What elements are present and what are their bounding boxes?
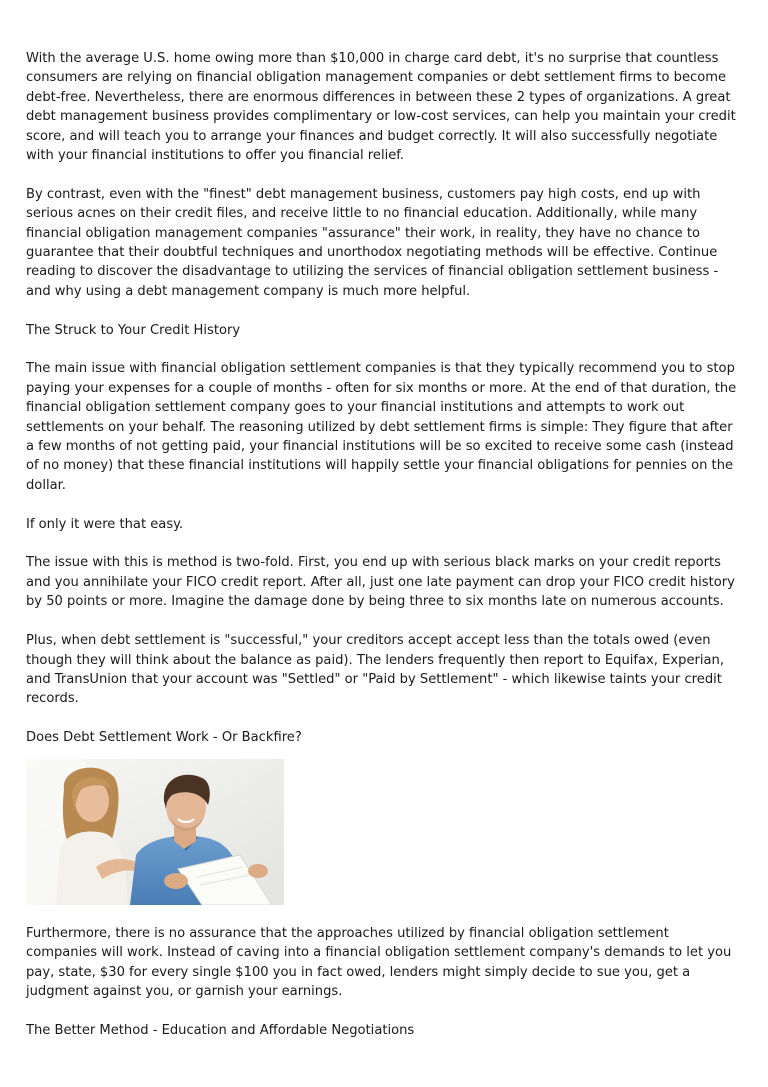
paragraph-intro: With the average U.S. home owing more than $10,000 in charge card debt, it's no surprise that countless consumers are relying on financial obligation management companies or debt settlement firms to become debt-free. Nevertheless, there are enormous differences in between these 2 types of organizations. A great debt management business provides complimentary or low-cost services, can help you maintain your credit score, and will teach you to arrange your finances and budget correctly. It will also successfully negotiate with your financial institutions to offer you financial relief. — [26, 51, 736, 164]
article — [26, 49, 744, 1060]
paragraph-contrast: By contrast, even with the "finest" debt management business, customers pay high costs, end up with serious acnes on their credit files, and receive little to no financial education. Additionally, while many financial obligation management companies "assurance" their work, in reality, they have no chance to guarantee that their doubtful techniques and unorthodox negotiating methods will be effective. Continue reading to discover the disadvantage to utilizing the services of financial obligation settlement business - and why using a debt management company is much more helpful. — [26, 186, 719, 299]
paragraph-main-issue: The main issue with financial obligation settlement companies is that they typically recommend you to stop paying your expenses for a couple of months - often for six months or more. At the end of that duration, the financial obligation settlement company goes to your financial institutions and attempts to work out settlements on your behalf. The reasoning utilized by debt settlement firms is simple: They figure that after a few months of not getting paid, your financial institutions will be so excited to receive some cash (instead of no money) that these financial institutions will happily settle your financial obligations for pennies on the dollar. — [26, 361, 737, 493]
heading-backfire: Does Debt Settlement Work - Or Backfire? — [26, 730, 302, 746]
couple-photo — [26, 759, 284, 905]
paragraph-if-only: If only it were that easy. — [26, 516, 184, 532]
paragraph-successful: Plus, when debt settlement is "successful," your creditors accept accept less than the totals owed (even though they will think about the balance as paid). The lenders frequently then report to Equifax, Experian, and TransUnion that your account was "Settled" or "Paid by Settlement" - which likewise taints your credit records. — [26, 633, 725, 707]
heading-credit-history: The Struck to Your Credit History — [26, 322, 241, 338]
paragraph-no-assurance: Furthermore, there is no assurance that the approaches utilized by financial obligation settlement companies will work. Instead of caving into a financial obligation settlement company's demands to let you pay, state, $30 for every single $100 you in fact owed, lenders might simply decide to sue you, get a judgment against you, or garnish your earnings. — [26, 925, 732, 1000]
heading-better-method: The Better Method - Education and Affordable Negotiations — [26, 1022, 415, 1038]
paragraph-two-fold: The issue with this is method is two-fold. First, you end up with serious black marks on your credit reports and you annihilate your FICO credit report. After all, just one late payment can drop your FICO credit history by 50 points or more. Imagine the damage done by being three to six months late on numerous accounts. — [26, 555, 735, 610]
